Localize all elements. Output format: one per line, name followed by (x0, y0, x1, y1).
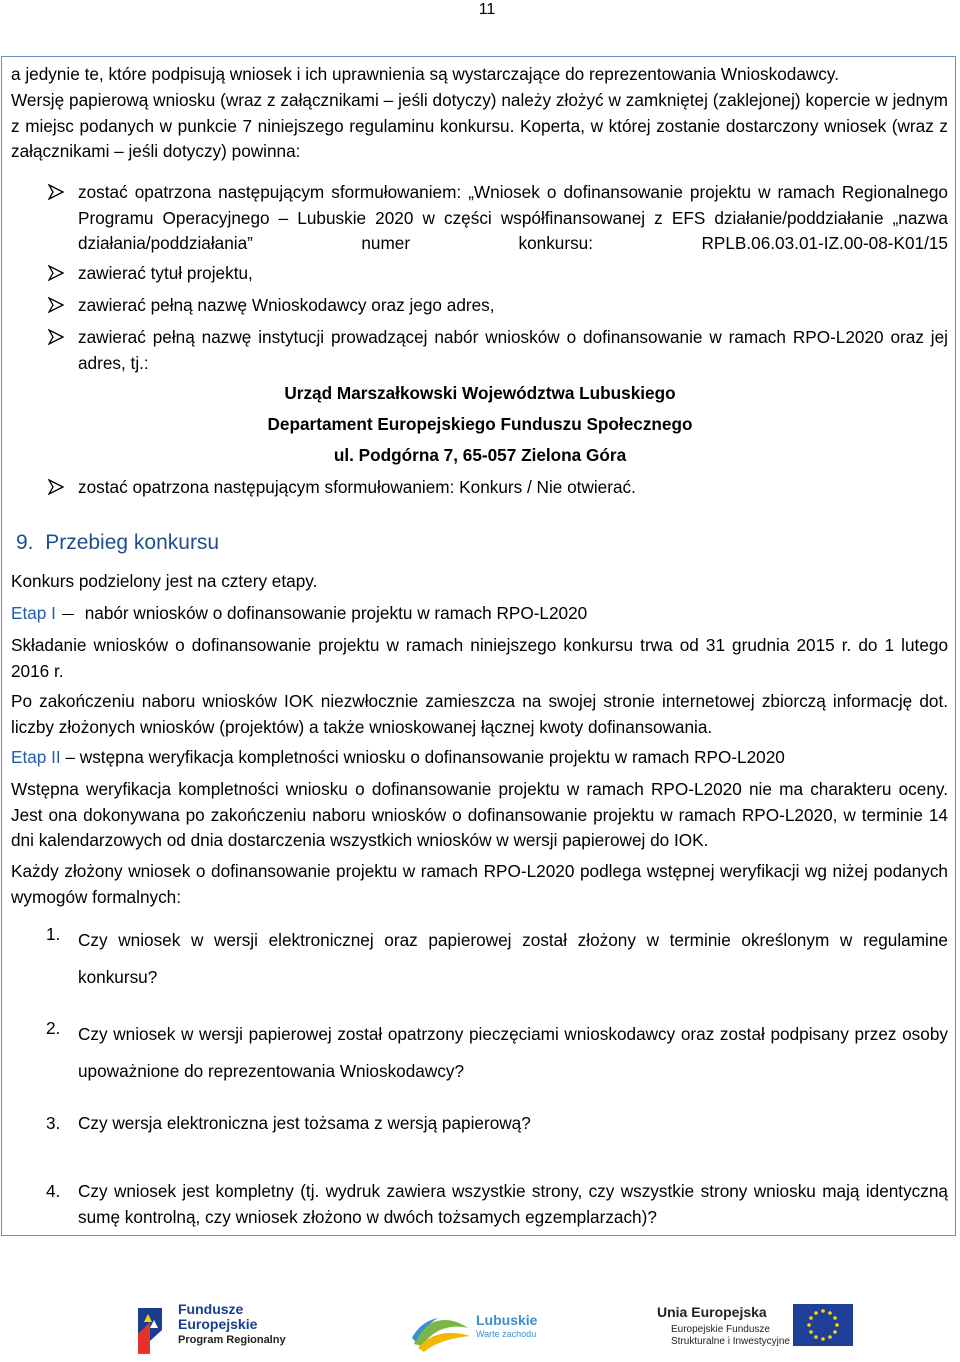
criterion-text: Czy wniosek jest kompletny (tj. wydruk zawiera wszystkie strony, czy wszystkie strony wniosku mają identyczną sumę kontrolną, czy wniosek złożono w dwóch tożsamych egzemplarzach)? (78, 1181, 948, 1227)
envelope-bullet-1: zostać opatrzona następującym sformułowaniem: „Wniosek o dofinansowanie projektu w ramach Regionalnego Programu Operacyjnego – Lubuskie 2020 w części współfinansowanej z EFS działanie/poddziałanie „nazwa działania/poddziałania” numer konkursu: RPLB.06.03.01-IZ.00-08-K01/15 (78, 182, 948, 253)
criterion-number: 3. (46, 1113, 61, 1133)
fe-line3: Program Regionalny (178, 1334, 286, 1346)
lubuskie-logo (408, 1298, 548, 1362)
etap2-para1: Wstępna weryfikacja kompletności wniosku o dofinansowanie projektu w ramach RPO-L2020 nie ma charakteru oceny. Jest ona dokonywana po zakończeniu naboru wniosków o dofinansowanie projektu w ramach RPO-L2020, w terminie 14 dni kalendarzowych od dnia dostarczenia wszystkich wniosków w wersji papierowej do IOK. (11, 779, 948, 850)
etap2-label: Etap II (11, 747, 61, 767)
arrow-bullet-icon (48, 479, 64, 495)
fe-line2: Europejskie (178, 1316, 258, 1332)
criterion-number: 1. (46, 924, 61, 944)
criterion-text: Czy wersja elektroniczna jest tożsama z wersją papierową? (78, 1113, 531, 1133)
section-heading (16, 528, 219, 558)
intro-line: a jedynie te, które podpisują wniosek i ich uprawnienia są wystarczające do reprezentowania Wnioskodawcy. (11, 64, 839, 84)
etap1-para1: Składanie wniosków o dofinansowanie projektu w ramach niniejszego konkursu trwa od 31 grudnia 2015 r. do 1 lutego 2016 r. (11, 635, 948, 681)
fe-line1: Fundusze (178, 1301, 244, 1317)
unia-europejska-logo (655, 1298, 865, 1362)
lubuskie-name: Lubuskie (476, 1312, 538, 1328)
etap2-title: – wstępna weryfikacja kompletności wniosku o dofinansowanie projektu w ramach RPO-L2020 (60, 747, 785, 767)
envelope-bullet-4: zawierać pełną nazwę instytucji prowadzącej nabór wniosków o dofinansowanie w ramach RPO-L2020 oraz jej adres, tj.: (78, 327, 948, 373)
eu-line1: Europejskie Fundusze (671, 1324, 770, 1335)
section-title: Przebieg konkursu (45, 531, 220, 554)
criterion-number: 4. (46, 1181, 61, 1201)
envelope-bullet-5: zostać opatrzona następującym sformułowaniem: Konkurs / Nie otwierać. (78, 477, 636, 497)
etap1-para2: Po zakończeniu naboru wniosków IOK niezwłocznie zamieszcza na swojej stronie internetowej zbiorczą informację dot. liczby złożonych wniosków (projektów) a także wnioskowanej łącznej kwoty dofinansowania. (11, 691, 948, 737)
stages-intro: Konkurs podzielony jest na cztery etapy. (11, 571, 318, 591)
etap1-label: Etap I (11, 603, 56, 623)
arrow-bullet-icon (48, 329, 64, 345)
lubuskie-tagline: Warte zachodu (476, 1329, 537, 1339)
etap1-title: nabór wniosków o dofinansowanie projektu w ramach RPO-L2020 (79, 603, 588, 623)
fundusze-europejskie-logo (132, 1298, 292, 1362)
arrow-bullet-icon (48, 265, 64, 281)
eu-line2: Strukturalne i Inwestycyjne (671, 1336, 790, 1347)
etap2-para2: Każdy złożony wniosek o dofinansowanie projektu w ramach RPO-L2020 podlega wstępnej weryfikacji wg niżej podanych wymogów formalnych: (11, 861, 948, 907)
arrow-bullet-icon (48, 184, 64, 200)
address-department: Departament Europejskiego Funduszu Społecznego (267, 414, 693, 434)
dash (62, 614, 74, 615)
envelope-bullet-2: zawierać tytuł projektu, (78, 263, 253, 283)
etap1-heading (11, 601, 948, 627)
etap2-heading (11, 745, 948, 771)
intro-paragraph: Wersję papierową wniosku (wraz z załącznikami – jeśli dotyczy) należy złożyć w zamkniętej (zaklejonej) kopercie w jednym z miejsc podanych w punkcie 7 niniejszego regulaminu konkursu. Koperta, w której zostanie dostarczony wniosek (wraz z załącznikami – jeśli dotyczy) powinna: (11, 90, 948, 161)
address-office: Urząd Marszałkowski Województwa Lubuskiego (284, 383, 676, 403)
arrow-bullet-icon (48, 297, 64, 313)
eu-title: Unia Europejska (657, 1304, 767, 1320)
envelope-bullet-3: zawierać pełną nazwę Wnioskodawcy oraz jego adres, (78, 295, 495, 315)
criterion-text: Czy wniosek w wersji papierowej został opatrzony pieczęciami wnioskodawcy oraz został podpisany przez osoby upoważnione do reprezentowania Wnioskodawcy? (78, 1024, 948, 1081)
eu-flag-icon (793, 1304, 853, 1346)
section-number: 9. (16, 531, 34, 554)
address-street: ul. Podgórna 7, 65-057 Zielona Góra (333, 445, 627, 465)
page-number: 11 (478, 1, 496, 18)
criterion-number: 2. (46, 1018, 61, 1038)
criterion-text: Czy wniosek w wersji elektronicznej oraz papierowej został złożony w terminie określonym w regulamine konkursu? (78, 930, 948, 987)
